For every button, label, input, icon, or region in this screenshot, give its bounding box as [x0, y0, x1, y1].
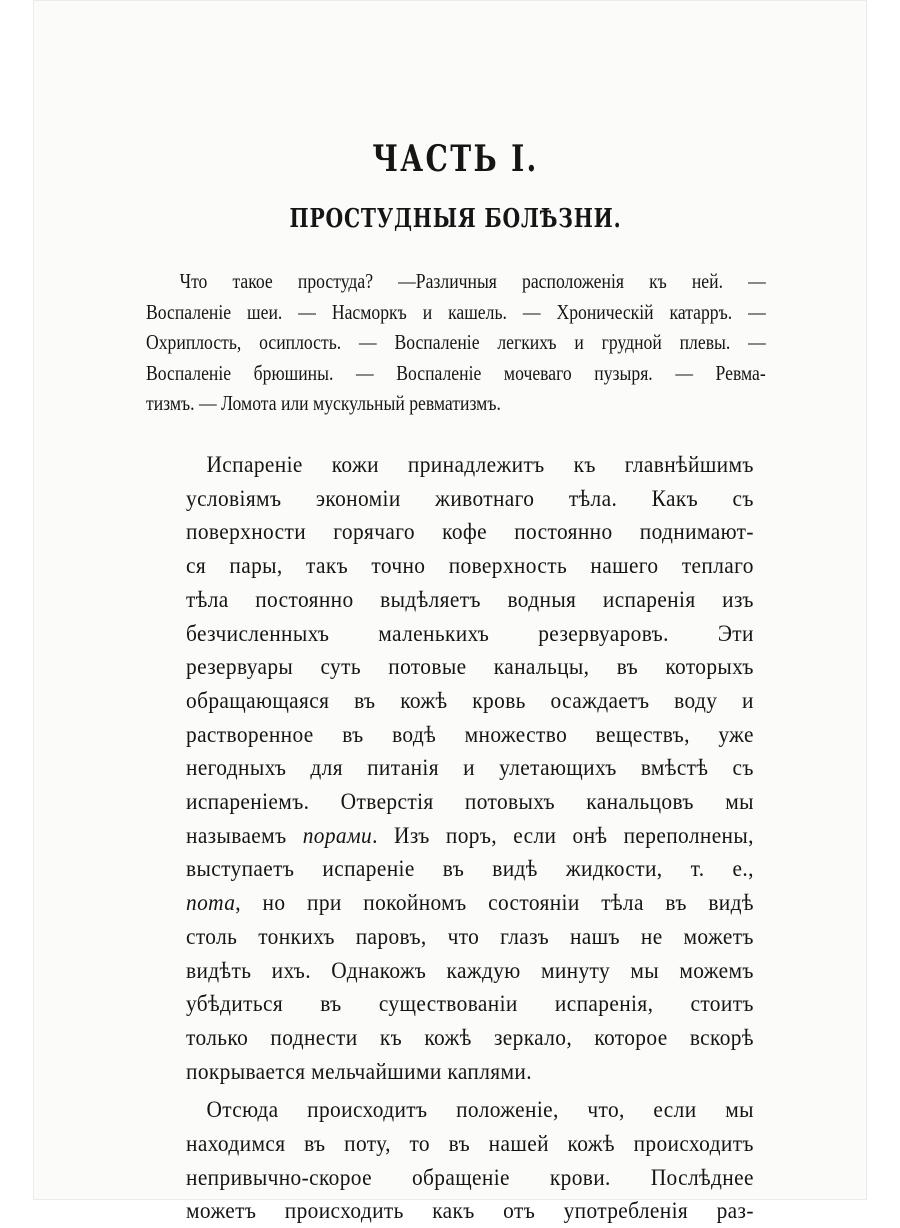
- text-line: выступаетъ испареніе въ видѣ жидкости, т. е.,: [186, 856, 754, 882]
- text-line: безчисленныхъ маленькихъ резервуаровъ. Эти: [186, 620, 754, 646]
- text-line: растворенное въ водѣ множество веществъ, уже: [186, 721, 754, 747]
- italic-term-sweat: пота: [186, 890, 236, 916]
- part-title: ЧАСТЬ I.: [372, 138, 539, 180]
- text-line: [186, 886, 754, 920]
- text-line: видѣть ихъ. Однакожъ каждую минуту мы можемъ: [186, 957, 754, 983]
- text-line: можетъ происходить какъ отъ употребленія раз-: [186, 1198, 754, 1224]
- text-line: [186, 819, 754, 853]
- italic-term-pores: порами: [302, 822, 373, 848]
- book-page: [33, 0, 867, 1224]
- text-line: находимся въ поту, то въ нашей кожѣ происходитъ: [186, 1131, 754, 1157]
- text-line: Испареніе кожи принадлежитъ къ главнѣйшимъ: [206, 452, 754, 477]
- text-line: покрывается мельчайшими каплями.: [186, 1058, 532, 1084]
- text-line: непривычно-скорое обращеніе крови. Послѣднее: [186, 1164, 754, 1190]
- text-line: столь тонкихъ паровъ, что глазъ нашъ не можетъ: [186, 923, 754, 949]
- text-line: условіямъ экономіи животнаго тѣла. Какъ съ: [186, 485, 754, 511]
- text-line: Отсюда происходитъ положеніе, что, если мы: [206, 1097, 754, 1123]
- summary-line: Что такое простуда? —Различныя расположенія къ ней. —: [179, 269, 766, 293]
- summary-line: Охриплость, осиплость. — Воспаленіе легкихъ и грудной плевы. —: [146, 330, 766, 354]
- text-line: ся пары, такъ точно поверхность нашего теплаго: [186, 553, 754, 579]
- paragraph-2: [186, 1093, 754, 1228]
- text-line: тѣла постоянно выдѣляетъ водныя испаренія изъ: [186, 586, 754, 612]
- text-line: убѣдиться въ существованіи испаренія, стоитъ: [186, 991, 754, 1017]
- summary-line: Воспаленіе шеи. — Насморкъ и кашель. — Хроническій катарръ. —: [146, 299, 766, 324]
- text-line: негодныхъ для питанія и улетающихъ вмѣстѣ съ: [186, 755, 754, 781]
- text-line: только поднести къ кожѣ зеркало, которое вскорѣ: [186, 1024, 754, 1050]
- text-run: называемъ: [186, 822, 303, 848]
- summary-line: тизмъ. — Ломота или мускульный ревматизмъ.: [146, 391, 501, 415]
- text-run: . Изъ поръ, если онѣ переполнены,: [372, 822, 754, 848]
- body-text: [186, 448, 754, 1228]
- text-run: , но при покойномъ состояніи тѣла въ видѣ: [235, 890, 754, 916]
- summary-line: Воспаленіе брюшины. — Воспаленіе мочеваго пузыря. — Ревма-: [146, 360, 766, 385]
- chapter-summary: [146, 266, 766, 419]
- text-line: поверхности горячаго кофе постоянно поднимают-: [186, 519, 754, 545]
- text-line: испареніемъ. Отверстія потовыхъ канальцовъ мы: [186, 789, 754, 815]
- text-line: резервуары суть потовые канальцы, въ которыхъ: [186, 654, 754, 680]
- paragraph-1: [186, 448, 754, 1088]
- text-line: обращающаяся въ кожѣ кровь осаждаетъ воду и: [186, 687, 754, 713]
- chapter-title: ПРОСТУДНЫЯ БОЛѢЗНИ.: [289, 204, 622, 234]
